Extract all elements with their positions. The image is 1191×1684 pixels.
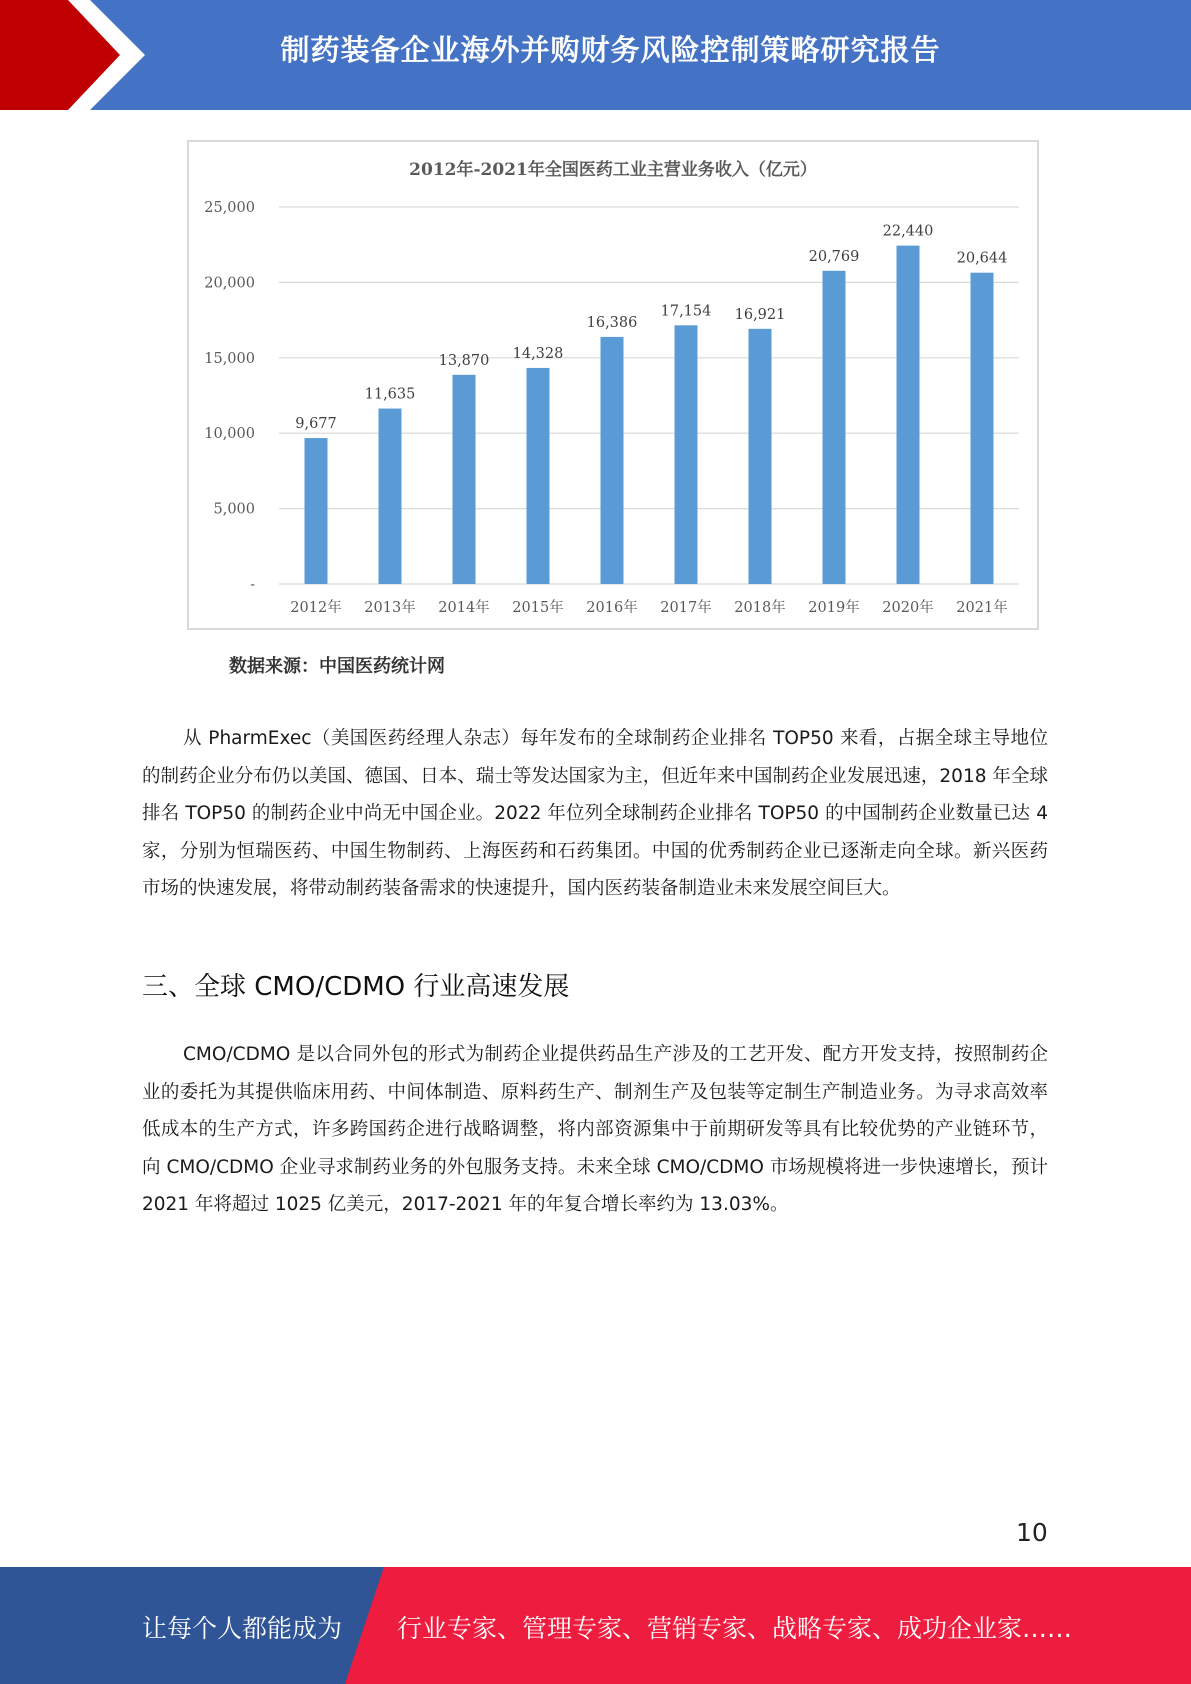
bar bbox=[601, 337, 624, 584]
y-tick-label: 25,000 bbox=[204, 200, 255, 216]
bar bbox=[823, 271, 846, 584]
chart-bars bbox=[305, 246, 994, 584]
y-tick-label: 10,000 bbox=[204, 426, 255, 443]
bar-data-label: 16,386 bbox=[586, 314, 638, 331]
x-tick-label: 2013年 bbox=[364, 600, 416, 616]
footer-slogan-right: 行业专家、管理专家、营销专家、战略专家、成功企业家…… bbox=[397, 1614, 1073, 1643]
footer-slogan-left: 让每个人都能成为 bbox=[142, 1614, 343, 1643]
chart-canvas bbox=[189, 142, 1037, 628]
chart-title: 2012年-2021年全国医药工业主营业务收入（亿元） bbox=[409, 160, 817, 180]
y-tick-label: 5,000 bbox=[213, 501, 255, 518]
bar bbox=[527, 368, 550, 584]
bar bbox=[749, 329, 772, 584]
y-tick-label: - bbox=[250, 577, 255, 593]
page-number: 10 bbox=[1016, 1518, 1048, 1547]
bar bbox=[453, 375, 476, 584]
body-paragraph-1: 从 PharmExec（美国医药经理人杂志）每年发布的全球制药企业排名 TOP50 来看，占据全球主导地位的制药企业分布仍以美国、德国、日本、瑞士等发达国家为主，但近年来中国制药企业发展迅速，2018 年全球排名 TOP50 的制药企业中尚无中国企业。2022 年位列全球制药企业排名 TOP50 的中国制药企业数量已达 4 家，分别为恒瑞医药、中国生物制药、上海医药和石药集团。中国的优秀制药企业已逐渐走向全球。新兴医药市场的快速发展，将带动制药装备需求的快速提升，国内医药装备制造业未来发展空间巨大。 bbox=[142, 728, 1048, 900]
bar-data-label: 20,644 bbox=[956, 250, 1008, 267]
x-tick-label: 2021年 bbox=[956, 600, 1008, 616]
x-tick-label: 2016年 bbox=[586, 600, 638, 616]
x-tick-label: 2018年 bbox=[734, 600, 786, 616]
y-tick-label: 15,000 bbox=[204, 350, 255, 367]
body-paragraph-2: CMO/CDMO 是以合同外包的形式为制药企业提供药品生产涉及的工艺开发、配方开发支持，按照制药企业的委托为其提供临床用药、中间体制造、原料药生产、制剂生产及包装等定制生产制造业务。为寻求高效率低成本的生产方式，许多跨国药企进行战略调整，将内部资源集中于前期研发等具有比较优势的产业链环节，向 CMO/CDMO 企业寻求制药业务的外包服务支持。未来全球 CMO/CDMO 市场规模将进一步快速增长，预计 2021 年将超过 1025 亿美元，2017-2021 年的年复合增长率约为 13.03%。 bbox=[142, 1044, 1048, 1216]
page-footer bbox=[0, 1567, 1191, 1684]
chart-source-note: 数据来源：中国医药统计网 bbox=[229, 656, 445, 677]
bar-data-label: 16,921 bbox=[734, 306, 786, 323]
x-tick-label: 2012年 bbox=[290, 600, 342, 616]
x-tick-label: 2017年 bbox=[660, 600, 712, 616]
bar-data-label: 13,870 bbox=[438, 352, 490, 369]
bar-data-label: 11,635 bbox=[364, 386, 416, 403]
bar bbox=[305, 438, 328, 584]
bar bbox=[675, 325, 698, 584]
bar-data-label: 22,440 bbox=[882, 223, 934, 240]
bar-data-label: 14,328 bbox=[512, 345, 564, 362]
y-tick-label: 20,000 bbox=[204, 275, 255, 292]
x-tick-label: 2015年 bbox=[512, 600, 564, 616]
report-title: 制药装备企业海外并购财务风险控制策略研究报告 bbox=[280, 33, 941, 67]
bar bbox=[897, 246, 920, 584]
section-heading: 三、全球 CMO/CDMO 行业高速发展 bbox=[142, 972, 570, 1002]
x-tick-label: 2014年 bbox=[438, 600, 490, 616]
x-tick-label: 2020年 bbox=[882, 600, 934, 616]
revenue-bar-chart bbox=[187, 140, 1039, 630]
bar bbox=[971, 273, 994, 584]
x-tick-label: 2019年 bbox=[808, 600, 860, 616]
bar-data-label: 17,154 bbox=[660, 303, 712, 320]
bar bbox=[379, 409, 402, 584]
bar-data-label: 9,677 bbox=[295, 416, 337, 433]
bar-data-label: 20,769 bbox=[808, 248, 860, 265]
page-header bbox=[0, 0, 1191, 110]
